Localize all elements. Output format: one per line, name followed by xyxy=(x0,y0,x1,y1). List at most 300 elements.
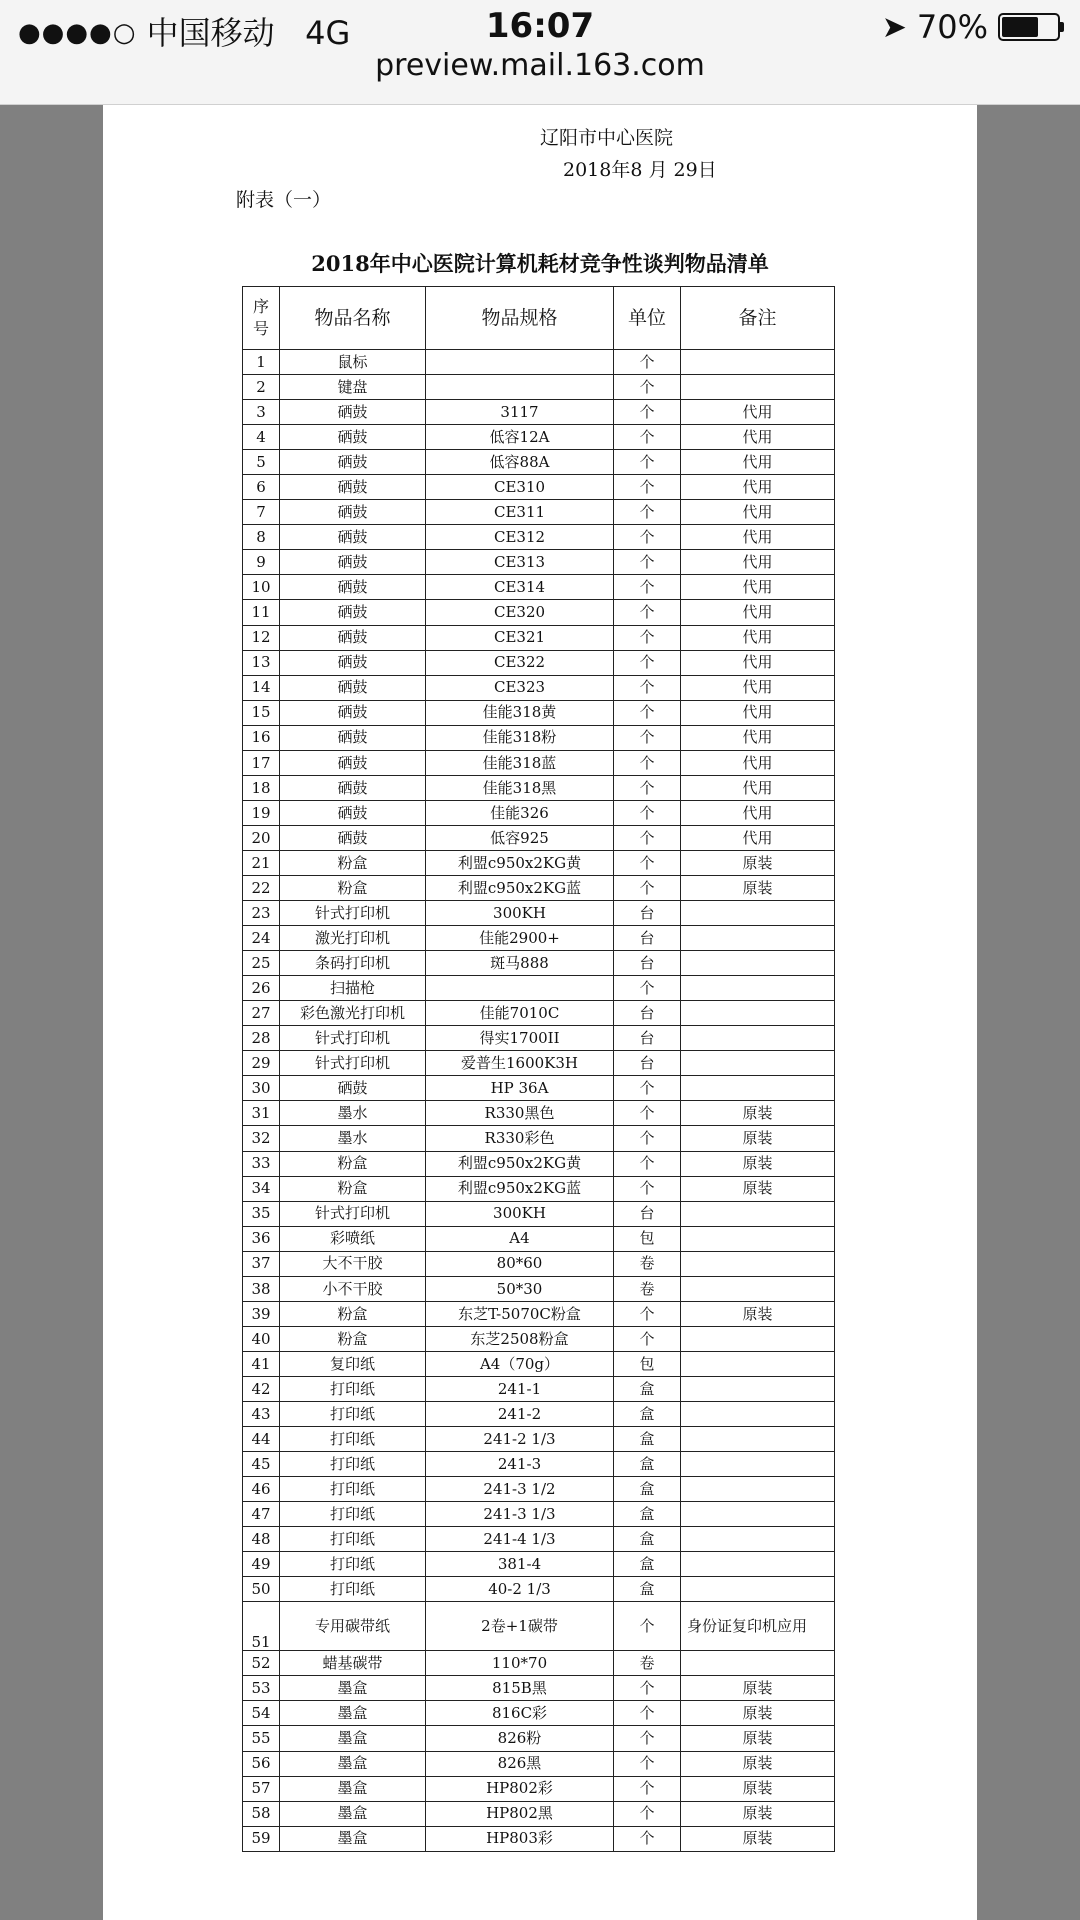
table-row xyxy=(243,1126,835,1151)
table-row xyxy=(243,1701,835,1726)
item-unit: 个 xyxy=(614,1326,681,1351)
item-name: 墨盒 xyxy=(280,1701,426,1726)
row-index: 48 xyxy=(243,1527,280,1552)
item-name: 扫描枪 xyxy=(280,976,426,1001)
table-row xyxy=(243,600,835,625)
item-note: 代用 xyxy=(681,500,835,525)
item-spec: 利盟c950x2KG蓝 xyxy=(426,875,614,900)
item-note: 身份证复印机应用 xyxy=(681,1602,835,1651)
item-name: 小不干胶 xyxy=(280,1276,426,1301)
table-row xyxy=(243,1602,835,1651)
row-index: 1 xyxy=(243,350,280,375)
item-spec: 利盟c950x2KG黄 xyxy=(426,1151,614,1176)
item-note: 原装 xyxy=(681,1801,835,1826)
item-unit: 个 xyxy=(614,1826,681,1851)
item-spec: 241-3 1/2 xyxy=(426,1477,614,1502)
document-page[interactable] xyxy=(103,105,977,1920)
table-row xyxy=(243,1527,835,1552)
row-index: 8 xyxy=(243,525,280,550)
row-index: 21 xyxy=(243,850,280,875)
item-spec: 利盟c950x2KG蓝 xyxy=(426,1176,614,1201)
item-spec: 斑马888 xyxy=(426,951,614,976)
row-index: 26 xyxy=(243,976,280,1001)
item-unit: 个 xyxy=(614,1751,681,1776)
item-unit: 个 xyxy=(614,800,681,825)
network-type: 4G xyxy=(305,14,351,52)
item-name: 蜡基碳带 xyxy=(280,1651,426,1676)
item-unit: 个 xyxy=(614,1301,681,1326)
item-spec: 300KH xyxy=(426,1201,614,1226)
item-note xyxy=(681,350,835,375)
table-row xyxy=(243,725,835,750)
row-index: 2 xyxy=(243,375,280,400)
table-row xyxy=(243,850,835,875)
row-index: 35 xyxy=(243,1201,280,1226)
table-row xyxy=(243,1676,835,1701)
row-index: 59 xyxy=(243,1826,280,1851)
row-index: 50 xyxy=(243,1577,280,1602)
table-row xyxy=(243,1326,835,1351)
row-index: 6 xyxy=(243,475,280,500)
item-unit: 个 xyxy=(614,1101,681,1126)
item-spec: 241-3 1/3 xyxy=(426,1502,614,1527)
item-unit: 个 xyxy=(614,850,681,875)
row-index: 44 xyxy=(243,1427,280,1452)
item-spec: 2卷+1碳带 xyxy=(426,1602,614,1651)
row-index: 31 xyxy=(243,1101,280,1126)
item-spec: CE310 xyxy=(426,475,614,500)
item-name: 激光打印机 xyxy=(280,926,426,951)
item-note xyxy=(681,1577,835,1602)
item-name: 硒鼓 xyxy=(280,800,426,825)
table-row xyxy=(243,650,835,675)
item-unit: 个 xyxy=(614,1726,681,1751)
viewer-margin-left xyxy=(0,105,103,1920)
item-note xyxy=(681,1351,835,1376)
battery-fill xyxy=(1002,17,1038,37)
item-unit: 台 xyxy=(614,1026,681,1051)
item-unit: 盒 xyxy=(614,1477,681,1502)
table-row xyxy=(243,750,835,775)
hospital-name: 辽阳市中心医院 xyxy=(540,127,674,149)
item-spec: 241-4 1/3 xyxy=(426,1527,614,1552)
item-name: 打印纸 xyxy=(280,1376,426,1401)
table-row xyxy=(243,450,835,475)
item-spec: A4（70g） xyxy=(426,1351,614,1376)
item-name: 硒鼓 xyxy=(280,725,426,750)
item-spec: 241-2 1/3 xyxy=(426,1427,614,1452)
item-spec: 816C彩 xyxy=(426,1701,614,1726)
item-name: 硒鼓 xyxy=(280,550,426,575)
item-spec: A4 xyxy=(426,1226,614,1251)
row-index: 14 xyxy=(243,675,280,700)
item-unit: 盒 xyxy=(614,1452,681,1477)
item-spec: 得实1700II xyxy=(426,1026,614,1051)
row-index: 17 xyxy=(243,750,280,775)
table-row xyxy=(243,525,835,550)
item-name: 打印纸 xyxy=(280,1527,426,1552)
table-row xyxy=(243,675,835,700)
item-unit: 台 xyxy=(614,901,681,926)
item-spec: HP802黑 xyxy=(426,1801,614,1826)
item-unit: 个 xyxy=(614,1151,681,1176)
item-unit: 个 xyxy=(614,1801,681,1826)
row-index: 39 xyxy=(243,1301,280,1326)
item-note: 原装 xyxy=(681,850,835,875)
item-spec: 佳能7010C xyxy=(426,1001,614,1026)
item-note xyxy=(681,1251,835,1276)
item-note: 代用 xyxy=(681,600,835,625)
item-note: 原装 xyxy=(681,1676,835,1701)
item-spec: HP803彩 xyxy=(426,1826,614,1851)
table-row xyxy=(243,1801,835,1826)
item-note xyxy=(681,901,835,926)
row-index: 28 xyxy=(243,1026,280,1051)
item-unit: 个 xyxy=(614,625,681,650)
row-index: 19 xyxy=(243,800,280,825)
table-row xyxy=(243,1276,835,1301)
item-unit: 盒 xyxy=(614,1401,681,1426)
item-spec: 低容12A xyxy=(426,425,614,450)
table-row xyxy=(243,825,835,850)
item-name: 粉盒 xyxy=(280,1151,426,1176)
item-name: 彩喷纸 xyxy=(280,1226,426,1251)
item-name: 打印纸 xyxy=(280,1477,426,1502)
row-index: 56 xyxy=(243,1751,280,1776)
row-index: 20 xyxy=(243,825,280,850)
table-row xyxy=(243,1452,835,1477)
item-name: 墨水 xyxy=(280,1101,426,1126)
item-unit: 个 xyxy=(614,725,681,750)
item-spec xyxy=(426,976,614,1001)
item-name: 大不干胶 xyxy=(280,1251,426,1276)
item-note xyxy=(681,1001,835,1026)
item-unit: 个 xyxy=(614,875,681,900)
battery-percent: 70% xyxy=(916,8,988,46)
item-note xyxy=(681,1552,835,1577)
table-row xyxy=(243,875,835,900)
item-unit: 盒 xyxy=(614,1502,681,1527)
item-name: 硒鼓 xyxy=(280,400,426,425)
item-name: 彩色激光打印机 xyxy=(280,1001,426,1026)
row-index: 46 xyxy=(243,1477,280,1502)
item-note xyxy=(681,1201,835,1226)
item-name: 硒鼓 xyxy=(280,625,426,650)
item-spec: 东芝T-5070C粉盒 xyxy=(426,1301,614,1326)
item-note: 代用 xyxy=(681,750,835,775)
item-name: 墨盒 xyxy=(280,1801,426,1826)
row-index: 29 xyxy=(243,1051,280,1076)
item-unit: 个 xyxy=(614,650,681,675)
item-note xyxy=(681,375,835,400)
signal-icon: ●●●●○ xyxy=(18,18,137,48)
battery-icon xyxy=(998,13,1060,41)
table-row xyxy=(243,1651,835,1676)
table-row xyxy=(243,800,835,825)
item-spec: R330彩色 xyxy=(426,1126,614,1151)
item-spec xyxy=(426,375,614,400)
row-index: 43 xyxy=(243,1401,280,1426)
row-index: 34 xyxy=(243,1176,280,1201)
item-name: 硒鼓 xyxy=(280,450,426,475)
item-spec: CE320 xyxy=(426,600,614,625)
row-index: 30 xyxy=(243,1076,280,1101)
item-unit: 个 xyxy=(614,350,681,375)
table-row xyxy=(243,1751,835,1776)
row-index: 16 xyxy=(243,725,280,750)
row-index: 18 xyxy=(243,775,280,800)
item-spec: 低容88A xyxy=(426,450,614,475)
item-unit: 卷 xyxy=(614,1251,681,1276)
item-spec: 110*70 xyxy=(426,1651,614,1676)
header-unit: 单位 xyxy=(614,287,681,350)
item-spec: 381-4 xyxy=(426,1552,614,1577)
item-spec: 241-3 xyxy=(426,1452,614,1477)
url-bar[interactable]: preview.mail.163.com xyxy=(375,48,705,83)
item-note: 代用 xyxy=(681,650,835,675)
item-unit: 包 xyxy=(614,1226,681,1251)
table-row xyxy=(243,550,835,575)
item-unit: 个 xyxy=(614,600,681,625)
item-unit: 个 xyxy=(614,1076,681,1101)
item-note: 代用 xyxy=(681,775,835,800)
item-spec: 利盟c950x2KG黄 xyxy=(426,850,614,875)
header-spec: 物品规格 xyxy=(426,287,614,350)
table-row xyxy=(243,375,835,400)
item-note: 代用 xyxy=(681,800,835,825)
item-note xyxy=(681,976,835,1001)
row-index: 40 xyxy=(243,1326,280,1351)
item-note: 代用 xyxy=(681,825,835,850)
item-name: 粉盒 xyxy=(280,1176,426,1201)
item-name: 复印纸 xyxy=(280,1351,426,1376)
document-title: 2018年中心医院计算机耗材竞争性谈判物品清单 xyxy=(311,251,769,276)
item-spec: CE321 xyxy=(426,625,614,650)
status-bar xyxy=(0,0,1080,105)
item-note: 代用 xyxy=(681,400,835,425)
item-spec: 815B黑 xyxy=(426,1676,614,1701)
item-unit: 台 xyxy=(614,1001,681,1026)
item-unit: 个 xyxy=(614,375,681,400)
table-row xyxy=(243,1826,835,1851)
row-index: 22 xyxy=(243,875,280,900)
item-unit: 个 xyxy=(614,825,681,850)
item-spec: 300KH xyxy=(426,901,614,926)
item-unit: 个 xyxy=(614,525,681,550)
row-index: 41 xyxy=(243,1351,280,1376)
row-index: 12 xyxy=(243,625,280,650)
table-row xyxy=(243,1101,835,1126)
table-row xyxy=(243,1552,835,1577)
item-note: 原装 xyxy=(681,1826,835,1851)
header-name: 物品名称 xyxy=(280,287,426,350)
item-spec: R330黑色 xyxy=(426,1101,614,1126)
row-index: 38 xyxy=(243,1276,280,1301)
item-note xyxy=(681,1326,835,1351)
row-index: 49 xyxy=(243,1552,280,1577)
item-name: 条码打印机 xyxy=(280,951,426,976)
item-note xyxy=(681,1527,835,1552)
row-index: 4 xyxy=(243,425,280,450)
table-row xyxy=(243,425,835,450)
item-unit: 台 xyxy=(614,1201,681,1226)
row-index: 15 xyxy=(243,700,280,725)
item-spec: 东芝2508粉盒 xyxy=(426,1326,614,1351)
item-unit: 盒 xyxy=(614,1577,681,1602)
item-note xyxy=(681,1427,835,1452)
table-row xyxy=(243,625,835,650)
item-spec: 826黑 xyxy=(426,1751,614,1776)
table-row xyxy=(243,1577,835,1602)
item-name: 打印纸 xyxy=(280,1452,426,1477)
item-unit: 个 xyxy=(614,675,681,700)
item-name: 针式打印机 xyxy=(280,1201,426,1226)
item-note: 代用 xyxy=(681,450,835,475)
table-row xyxy=(243,1477,835,1502)
item-note: 代用 xyxy=(681,525,835,550)
item-spec: CE322 xyxy=(426,650,614,675)
item-name: 针式打印机 xyxy=(280,1051,426,1076)
item-unit: 盒 xyxy=(614,1427,681,1452)
item-spec: 241-2 xyxy=(426,1401,614,1426)
table-row xyxy=(243,976,835,1001)
table-row xyxy=(243,700,835,725)
table-row xyxy=(243,350,835,375)
item-note: 原装 xyxy=(681,1301,835,1326)
viewer-margin-right xyxy=(977,105,1080,1920)
item-unit: 个 xyxy=(614,450,681,475)
row-index: 45 xyxy=(243,1452,280,1477)
item-name: 墨盒 xyxy=(280,1676,426,1701)
item-note: 代用 xyxy=(681,625,835,650)
item-note: 代用 xyxy=(681,575,835,600)
item-note: 原装 xyxy=(681,1701,835,1726)
row-index: 23 xyxy=(243,901,280,926)
table-row xyxy=(243,926,835,951)
item-name: 墨盒 xyxy=(280,1751,426,1776)
item-name: 打印纸 xyxy=(280,1552,426,1577)
item-name: 打印纸 xyxy=(280,1427,426,1452)
row-index: 13 xyxy=(243,650,280,675)
item-note: 代用 xyxy=(681,425,835,450)
row-index: 47 xyxy=(243,1502,280,1527)
item-name: 墨盒 xyxy=(280,1776,426,1801)
item-spec: 低容925 xyxy=(426,825,614,850)
item-note: 代用 xyxy=(681,475,835,500)
item-spec: 佳能318粉 xyxy=(426,725,614,750)
item-spec: HP802彩 xyxy=(426,1776,614,1801)
item-unit: 个 xyxy=(614,750,681,775)
item-name: 硒鼓 xyxy=(280,425,426,450)
table-row xyxy=(243,1502,835,1527)
item-name: 硒鼓 xyxy=(280,750,426,775)
row-index: 32 xyxy=(243,1126,280,1151)
table-row xyxy=(243,775,835,800)
item-name: 硒鼓 xyxy=(280,575,426,600)
item-note xyxy=(681,1226,835,1251)
table-row xyxy=(243,1301,835,1326)
item-note: 原装 xyxy=(681,1776,835,1801)
row-index: 27 xyxy=(243,1001,280,1026)
item-unit: 个 xyxy=(614,425,681,450)
table-row xyxy=(243,1376,835,1401)
item-unit: 个 xyxy=(614,1176,681,1201)
item-spec: 40-2 1/3 xyxy=(426,1577,614,1602)
item-spec: 佳能2900+ xyxy=(426,926,614,951)
table-row xyxy=(243,1401,835,1426)
item-note: 原装 xyxy=(681,1101,835,1126)
item-name: 墨盒 xyxy=(280,1726,426,1751)
item-note: 原装 xyxy=(681,875,835,900)
item-spec: 佳能326 xyxy=(426,800,614,825)
item-spec: 佳能318蓝 xyxy=(426,750,614,775)
table-row xyxy=(243,1251,835,1276)
item-name: 打印纸 xyxy=(280,1502,426,1527)
table-row xyxy=(243,1427,835,1452)
row-index: 37 xyxy=(243,1251,280,1276)
row-index: 57 xyxy=(243,1776,280,1801)
item-note: 代用 xyxy=(681,675,835,700)
status-right xyxy=(882,8,1060,46)
item-unit: 台 xyxy=(614,1051,681,1076)
location-arrow-icon: ➤ xyxy=(881,9,907,45)
item-unit: 盒 xyxy=(614,1527,681,1552)
row-index: 24 xyxy=(243,926,280,951)
item-name: 硒鼓 xyxy=(280,675,426,700)
item-note xyxy=(681,1651,835,1676)
clock: 16:07 xyxy=(485,6,595,46)
table-row xyxy=(243,1151,835,1176)
item-name: 专用碳带纸 xyxy=(280,1602,426,1651)
item-spec: 241-1 xyxy=(426,1376,614,1401)
item-spec: 佳能318黑 xyxy=(426,775,614,800)
item-note xyxy=(681,1477,835,1502)
item-name: 键盘 xyxy=(280,375,426,400)
item-note xyxy=(681,951,835,976)
table-row xyxy=(243,1201,835,1226)
row-index: 7 xyxy=(243,500,280,525)
row-index: 11 xyxy=(243,600,280,625)
item-name: 硒鼓 xyxy=(280,525,426,550)
item-note xyxy=(681,1401,835,1426)
item-note: 原装 xyxy=(681,1726,835,1751)
item-unit: 个 xyxy=(614,1701,681,1726)
item-unit: 个 xyxy=(614,550,681,575)
item-spec: CE312 xyxy=(426,525,614,550)
item-name: 粉盒 xyxy=(280,850,426,875)
table-row xyxy=(243,575,835,600)
row-index: 58 xyxy=(243,1801,280,1826)
item-unit: 盒 xyxy=(614,1376,681,1401)
item-name: 粉盒 xyxy=(280,1326,426,1351)
item-spec: CE311 xyxy=(426,500,614,525)
item-spec: 佳能318黄 xyxy=(426,700,614,725)
item-note: 原装 xyxy=(681,1151,835,1176)
item-spec: CE314 xyxy=(426,575,614,600)
row-index: 25 xyxy=(243,951,280,976)
item-name: 硒鼓 xyxy=(280,825,426,850)
table-row xyxy=(243,1226,835,1251)
row-index: 5 xyxy=(243,450,280,475)
item-unit: 个 xyxy=(614,1676,681,1701)
row-index: 36 xyxy=(243,1226,280,1251)
item-name: 针式打印机 xyxy=(280,1026,426,1051)
item-note: 代用 xyxy=(681,725,835,750)
item-note xyxy=(681,1276,835,1301)
row-index: 52 xyxy=(243,1651,280,1676)
row-index: 9 xyxy=(243,550,280,575)
document-date: 2018年8 月 29日 xyxy=(563,159,717,181)
